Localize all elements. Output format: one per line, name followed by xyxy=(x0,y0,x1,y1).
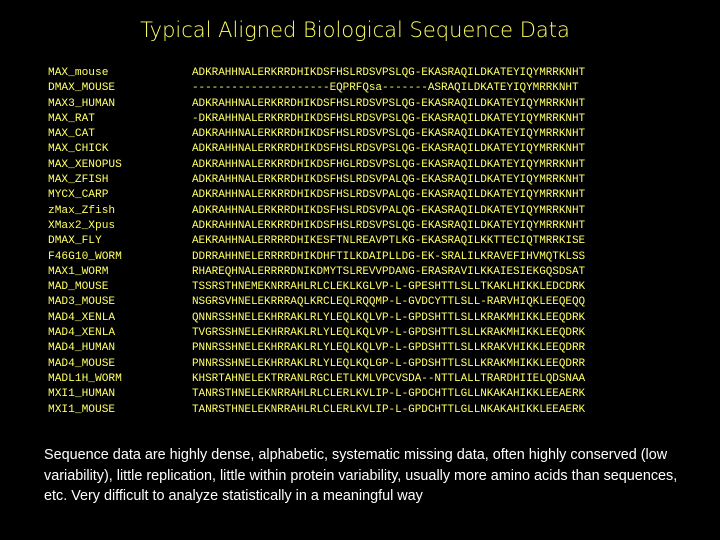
sequence-name: MAD4_HUMAN xyxy=(48,342,116,355)
sequence-residues: ---------------------EQPRFQsa-------ASRAQILDKATEYIQYMRRKNHT xyxy=(192,82,579,95)
sequence-residues: ADKRAHHNALERKRRDHIKDSFHGLRDSVPSLQG-EKASRAQILDKATEYIQYMRRKNHT xyxy=(192,158,586,171)
sequence-residues: ADKRAHHNALERKRRDHIKDSFHSLRDSVPALQG-EKASRAQILDKATEYIQYMRRKNHT xyxy=(192,189,586,202)
sequence-name: MAX3_HUMAN xyxy=(48,97,116,110)
sequence-name: zMax_Zfish xyxy=(48,204,116,217)
sequence-name: MAX_ZFISH xyxy=(48,174,109,187)
sequence-residues: ADKRAHHNALERKRRDHIKDSFHSLRDSVPSLQG-EKASRAQILDKATEYIQYMRRKNHT xyxy=(192,143,586,156)
sequence-residues: QNNRSSHNELEKHRRAKLRLYLEQLKQLVP-L-GPDSHTTLSLLKRAKMHIKKLEEQDRK xyxy=(192,311,586,324)
sequence-residues: TANRSTHNELEKNRRAHLRLCLERLKVLIP-L-GPDCHTTLGLLNKAKAHIKKLEEAERK xyxy=(192,388,586,401)
sequence-residues: ADKRAHHNALERKRRDHIKDSFHSLRDSVPALQG-EKASRAQILDKATEYIQYMRRKNHT xyxy=(192,204,586,217)
sequence-residues: ADKRAHHNALERKRRDHIKDSFHSLRDSVPSLQG-EKASRAQILDKATEYIQYMRRKNHT xyxy=(192,97,586,110)
sequence-residues: PNNRSSHNELEKHRRAKLRLYLEQLKQLGP-L-GPDSHTTLSLLKRAKMHIKKLEEQDRR xyxy=(192,357,586,370)
sequence-name: F46G10_WORM xyxy=(48,250,122,263)
sequence-residues: TSSRSTHNEMEKNRRAHLRLCLEKLKGLVP-L-GPESHTTLSLLTKAKLHIKKLEDCDRK xyxy=(192,281,586,294)
sequence-residues: NSGRSVHNELEKRRRAQLKRCLEQLRQQMP-L-GVDCYTTLSLL-RARVHIQKLEEQEQQ xyxy=(192,296,586,309)
sequence-residues: AEKRAHHNALERRRRDHIKESFTNLREAVPTLKG-EKASRAQILKKTTECIQTMRRKISE xyxy=(192,235,586,248)
sequence-residues: PNNRSSHNELEKHRRAKLRLYLEQLKQLVP-L-GPDSHTTLSLLKRAKVHIKKLEEQDRR xyxy=(192,342,586,355)
sequence-name: MAD4_MOUSE xyxy=(48,357,116,370)
sequence-residues: RHAREQHNALERRRRDNIKDMYTSLREVVPDANG-ERASRAVILKKAIESIEKGQSDSAT xyxy=(192,265,586,278)
sequence-name: MAD_MOUSE xyxy=(48,281,109,294)
sequence-name: MAX_XENOPUS xyxy=(48,158,122,171)
sequence-name: MAX_RAT xyxy=(48,112,95,125)
sequence-residues: TVGRSSHNELEKHRRAKLRLYLEQLKQLVP-L-GPDSHTTLSLLKRAKMHIKKLEEQDRK xyxy=(192,327,586,340)
sequence-name: MAD4_XENLA xyxy=(48,327,116,340)
sequence-residues: KHSRTAHNELEKTRRANLRGCLETLKMLVPCVSDA--NTTLALLTRARDHIIELQDSNAA xyxy=(192,372,586,385)
slide-caption: Sequence data are highly dense, alphabetic, systematic missing data, often highly conserved (low variability), little replication, little within protein variability, usually more amino acids than sequences, etc. Very difficult to analyze statistically in a meaningful way xyxy=(44,447,678,504)
sequence-residues: -DKRAHHNALERKRRDHIKDSFHSLRDSVPSLQG-EKASRAQILDKATEYIQYMRRKNHT xyxy=(192,112,586,125)
sequence-alignment-column xyxy=(192,66,692,418)
sequence-residues: DDRRAHHNELERRRRDHIKDHFTILKDAIPLLDG-EK-SRALILKRAVEFIHVMQTKLSS xyxy=(192,250,586,263)
sequence-name: MXI1_MOUSE xyxy=(48,403,116,416)
sequence-name-column xyxy=(48,66,188,418)
sequence-name: DMAX_MOUSE xyxy=(48,82,116,95)
sequence-name: MAX_CHICK xyxy=(48,143,109,156)
sequence-name: DMAX_FLY xyxy=(48,235,102,248)
sequence-name: MAX_CAT xyxy=(48,128,95,141)
sequence-residues: ADKRAHHNALERKRRDHIKDSFHSLRDSVPSLQG-EKASRAQILDKATEYIQYMRRKNHT xyxy=(192,128,586,141)
sequence-name: MAX1_WORM xyxy=(48,265,109,278)
sequence-name: MAX_mouse xyxy=(48,67,109,79)
sequence-residues: ADKRAHHNALERKRRDHIKDSFHSLRDSVPSLQG-EKASRAQILDKATEYIQYMRRKNHT xyxy=(192,219,586,232)
sequence-residues: TANRSTHNELEKNRRAHLRLCLERLKVLIP-L-GPDCHTTLGLLNKAKAHIKKLEEAERK xyxy=(192,403,586,416)
sequence-residues: ADKRAHHNALERKRRDHIKDSFHSLRDSVPALQG-EKASRAQILDKATEYIQYMRRKNHT xyxy=(192,174,586,187)
sequence-name: MADL1H_WORM xyxy=(48,372,122,385)
sequence-name: MAD3_MOUSE xyxy=(48,296,116,309)
sequence-name: XMax2_Xpus xyxy=(48,219,116,232)
sequence-name: MAD4_XENLA xyxy=(48,311,116,324)
sequence-name: MXI1_HUMAN xyxy=(48,388,116,401)
slide-title: Typical Aligned Biological Sequence Data xyxy=(140,18,570,42)
sequence-name: MYCX_CARP xyxy=(48,189,109,202)
sequence-residues: ADKRAHHNALERKRRDHIKDSFHSLRDSVPSLQG-EKASRAQILDKATEYIQYMRRKNHT xyxy=(192,67,586,79)
